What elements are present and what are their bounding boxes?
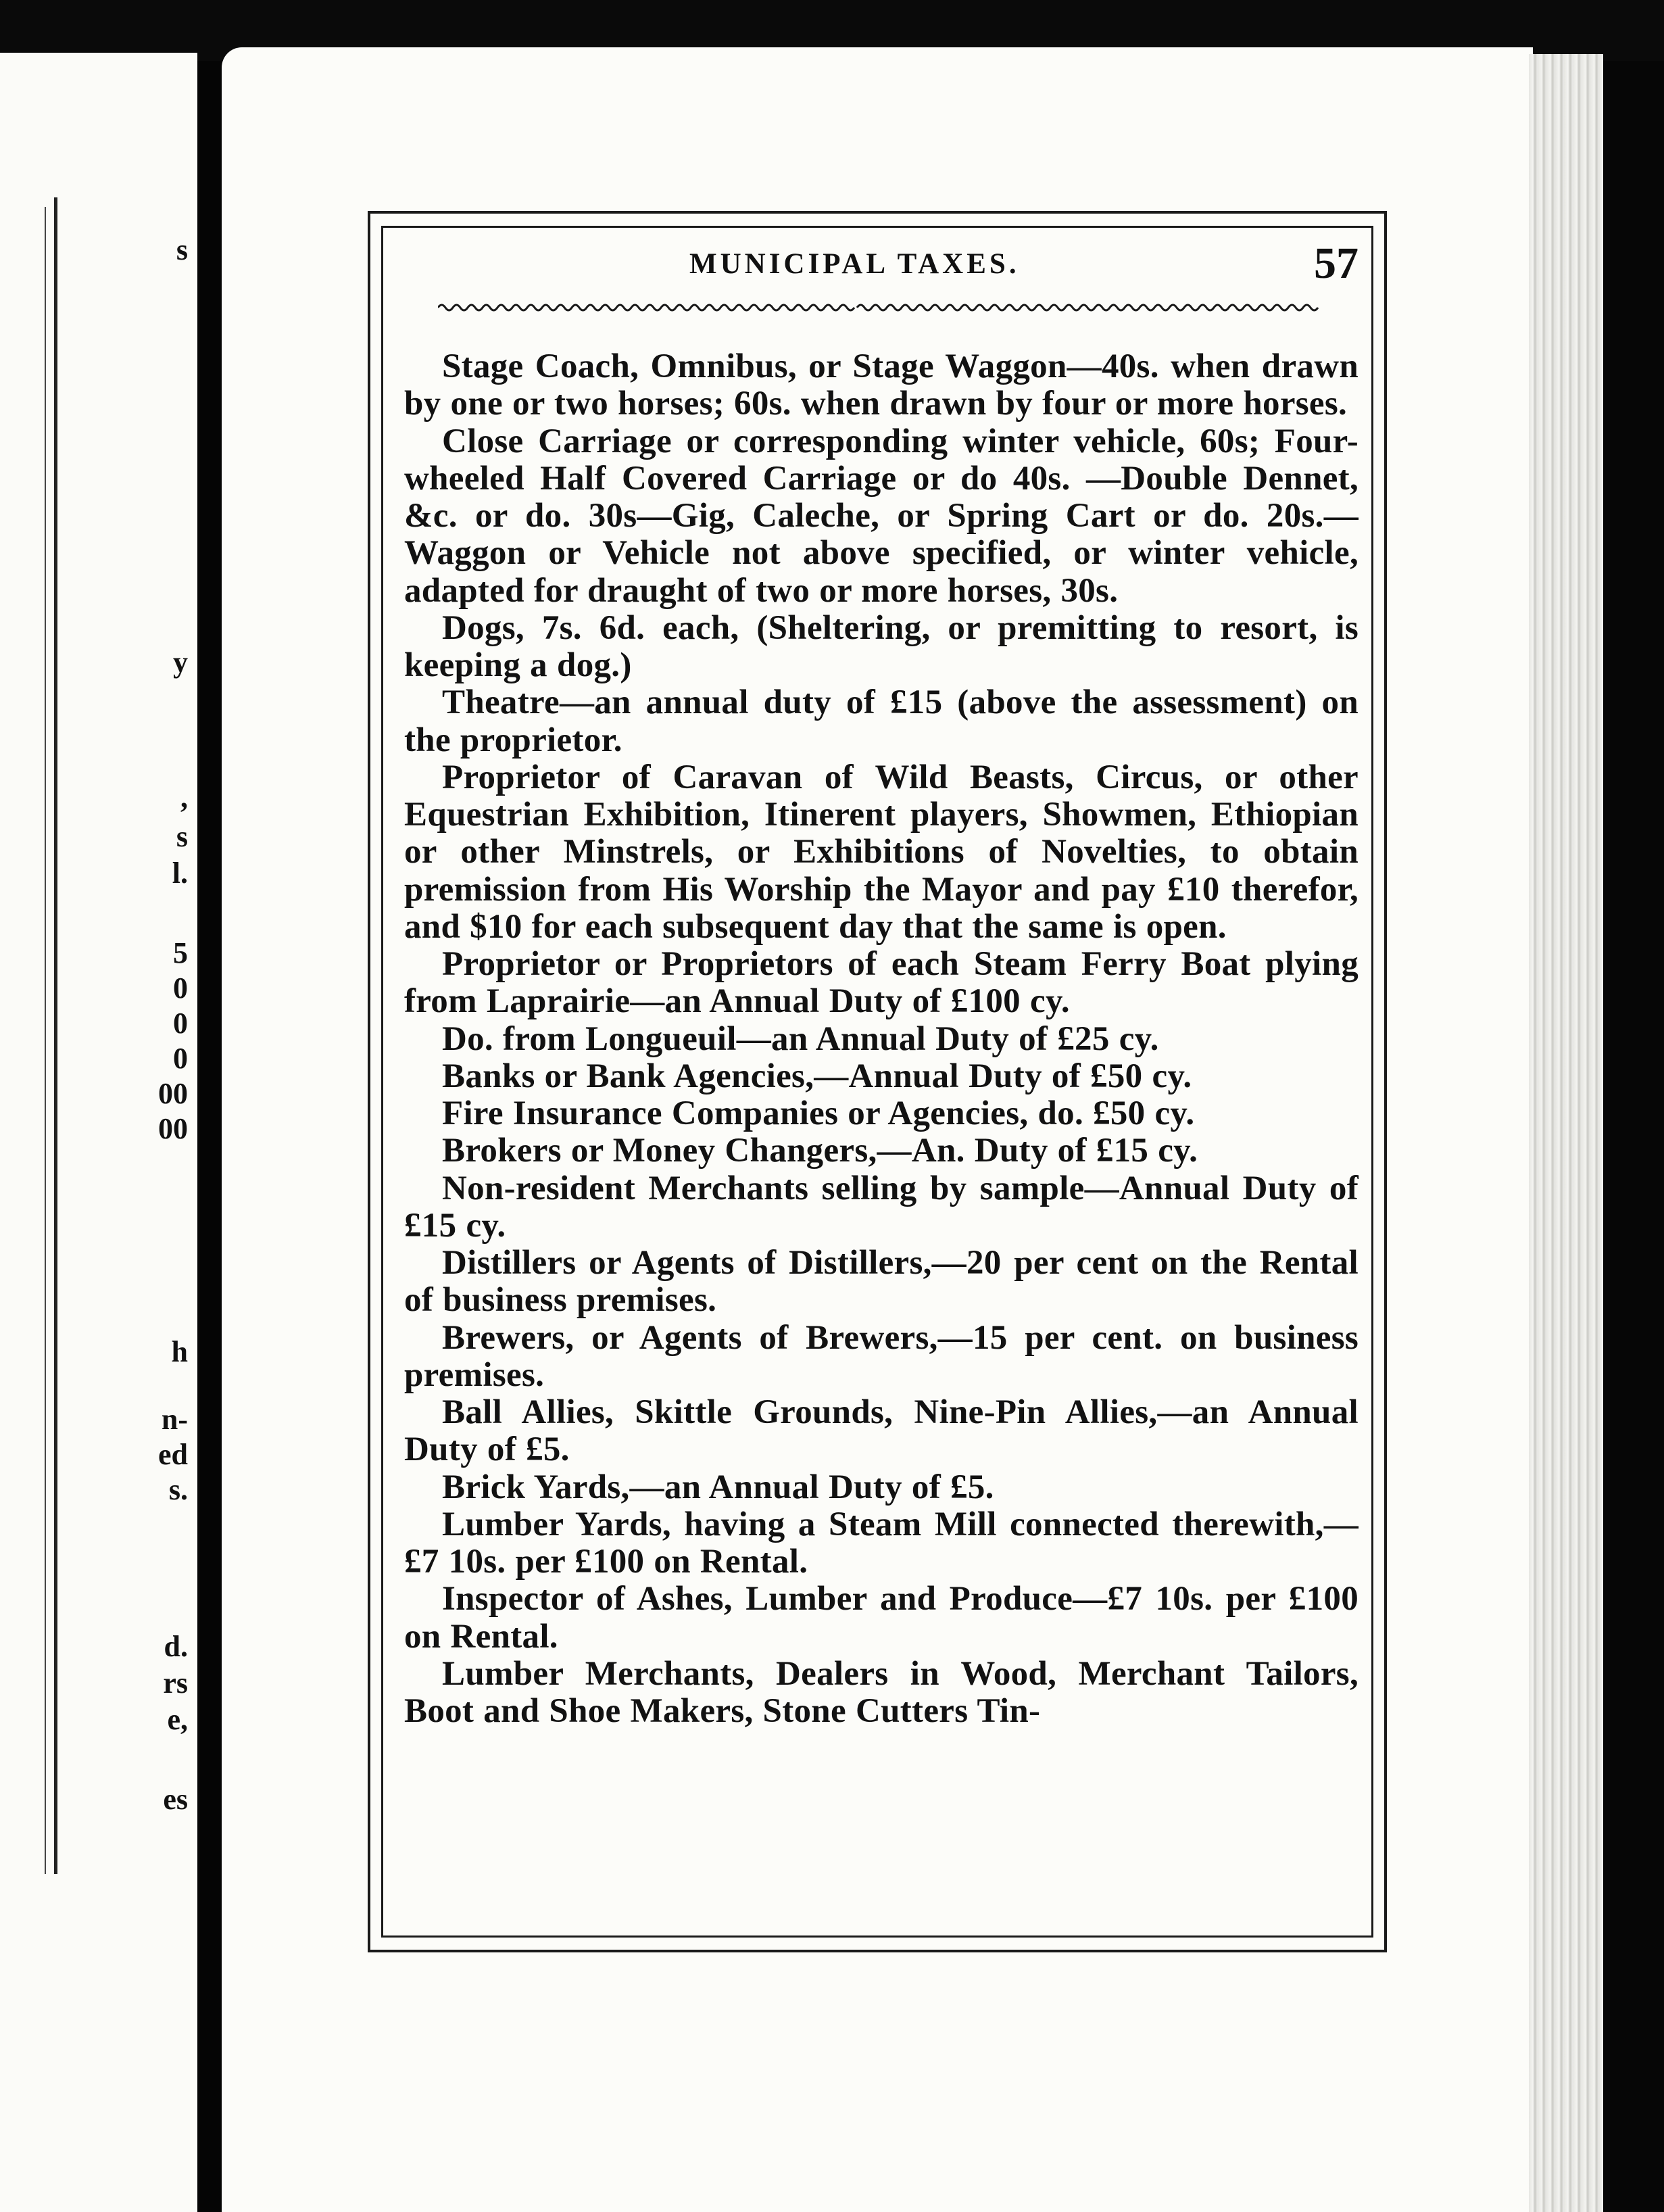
left-page-fragment: s. xyxy=(168,1473,188,1506)
left-page-fragment: s xyxy=(176,820,188,853)
left-page-fragment: es xyxy=(163,1783,188,1816)
page-header xyxy=(406,239,1365,304)
tax-entry-brewers: Brewers, or Agents of Brewers,—15 per cent. on business premises. xyxy=(404,1318,1359,1394)
tax-entry-banks: Banks or Bank Agencies,—Annual Duty of £50 cy. xyxy=(442,1057,1192,1095)
page-edges xyxy=(1529,54,1603,2212)
tax-entry-ferry-longueuil: Do. from Longueuil—an Annual Duty of £25 cy. xyxy=(442,1019,1159,1058)
left-page-fragment: 0 xyxy=(173,1007,188,1040)
left-page-fragment: rs xyxy=(163,1666,188,1700)
left-page-fragment: 5 xyxy=(173,936,188,969)
tax-entry-fire-insurance: Fire Insurance Companies or Agencies, do. £50 cy. xyxy=(442,1095,1195,1132)
tax-entry-lumber-yards: Lumber Yards, having a Steam Mill connected therewith,—£7 10s. per £100 on Rental. xyxy=(404,1505,1359,1581)
tax-entry-theatre: Theatre—an annual duty of £15 (above the assessment) on the proprietor. xyxy=(404,683,1359,759)
tax-entry-brokers: Brokers or Money Changers,—An. Duty of £15 cy. xyxy=(442,1132,1198,1170)
tax-list xyxy=(404,348,1359,1730)
left-page-fragment: 0 xyxy=(173,1042,188,1075)
left-page-fragment: , xyxy=(180,781,188,814)
tax-entry-dogs: Dogs, 7s. 6d. each, (Sheltering, or premitting to resort, is keeping a dog.) xyxy=(404,608,1359,684)
left-page-fragment: ed xyxy=(158,1438,188,1471)
tax-entry-non-resident-merchants: Non-resident Merchants selling by sample—Annual Duty of £15 cy. xyxy=(404,1169,1359,1245)
tax-entry-lumber-merchants: Lumber Merchants, Dealers in Wood, Merchant Tailors, Boot and Shoe Makers, Stone Cutters Tin- xyxy=(404,1654,1359,1730)
background-right xyxy=(1603,61,1664,2212)
tax-entry-ferry-laprairie: Proprietor or Proprietors of each Steam Ferry Boat plying from Laprairie—an Annual Duty of £100 cy. xyxy=(404,945,1359,1021)
book-gutter xyxy=(197,61,222,2212)
left-page-fragment: y xyxy=(173,646,188,679)
left-page-fragment: 00 xyxy=(158,1077,188,1110)
left-page-fragment: h xyxy=(171,1335,188,1368)
left-facing-page xyxy=(0,53,197,2212)
wavy-ornament-rule xyxy=(438,299,1323,316)
running-title: MUNICIPAL TAXES. xyxy=(689,248,1020,280)
tax-entry-caravan: Proprietor of Caravan of Wild Beasts, Circus, or other Equestrian Exhibition, Itinerent players, Showmen, Ethiopian or other Minstrels, or Exhibitions of Novelties, to obtain premission from His Worship the Mayor and pay £10 therefor, and $10 for each subsequent day that the same is open. xyxy=(404,758,1359,946)
tax-entry-close-carriage: Close Carriage or corresponding winter vehicle, 60s; Four-wheeled Half Covered Carriage or do 40s. —Double Dennet, &c. or do. 30s—Gig, Caleche, or Spring Cart or do. 20s.—Waggon or Vehicle not above specified, or winter vehicle, adapted for draught of two or more horses, 30s. xyxy=(404,422,1359,610)
tax-entry-distillers: Distillers or Agents of Distillers,—20 per cent on the Rental of business premises. xyxy=(404,1244,1359,1320)
tax-entry-stage-coach: Stage Coach, Omnibus, or Stage Waggon—40s. when drawn by one or two horses; 60s. when drawn by four or more horses. xyxy=(404,347,1359,423)
left-page-fragment: s xyxy=(176,233,188,266)
left-page-fragment: l. xyxy=(172,857,188,890)
tax-entry-inspector-of-ashes: Inspector of Ashes, Lumber and Produce—£7 10s. per £100 on Rental. xyxy=(404,1580,1359,1656)
left-page-fragment: n- xyxy=(161,1403,188,1436)
left-page-fragment: 0 xyxy=(173,971,188,1005)
left-page-frame-rule xyxy=(0,197,57,1874)
left-page-fragment: d. xyxy=(164,1630,188,1663)
tax-entry-ball-allies: Ball Allies, Skittle Grounds, Nine-Pin Allies,—an Annual Duty of £5. xyxy=(404,1393,1359,1469)
left-page-fragment: 00 xyxy=(158,1112,188,1145)
tax-entry-brick-yards: Brick Yards,—an Annual Duty of £5. xyxy=(442,1468,994,1506)
page-number: 57 xyxy=(1314,239,1359,288)
left-page-fragment: e, xyxy=(167,1703,188,1736)
